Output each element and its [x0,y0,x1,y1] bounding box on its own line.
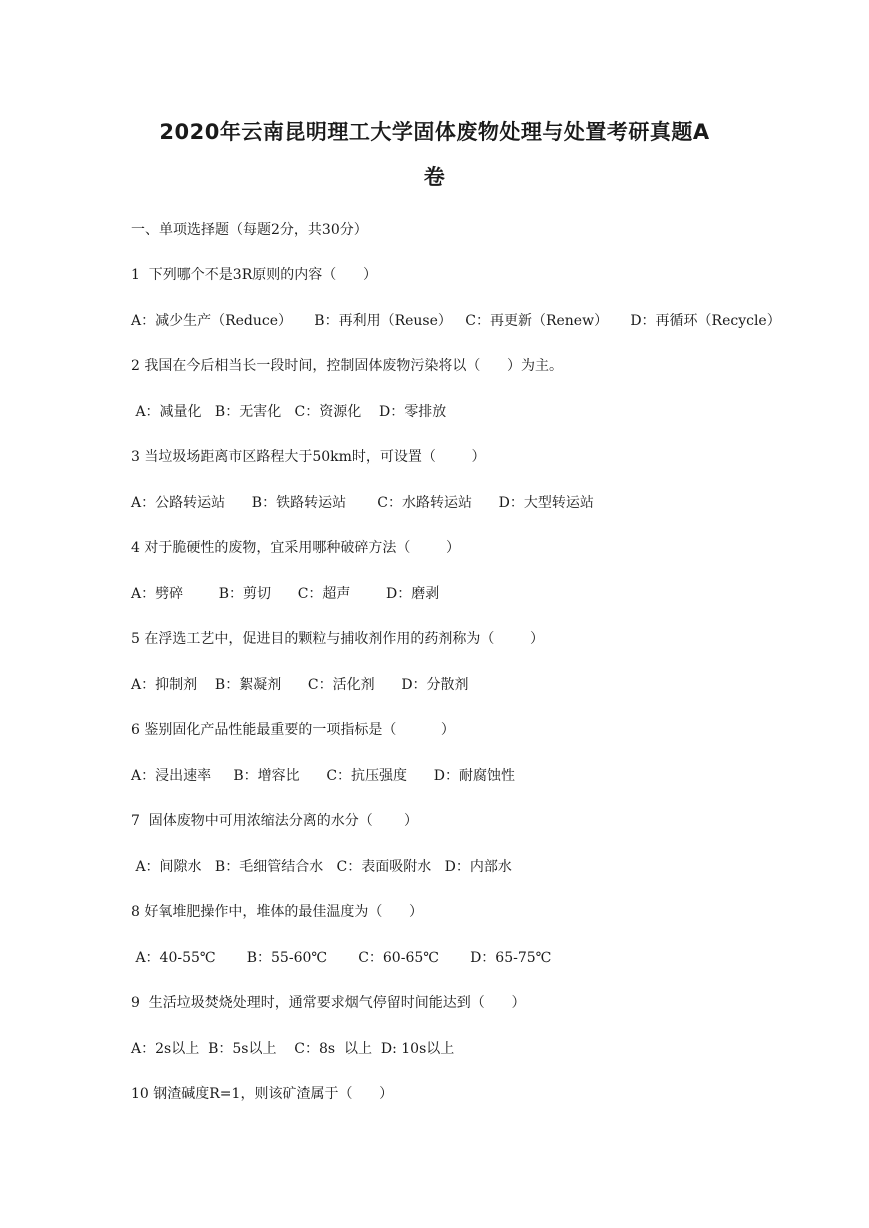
question-stem: 1 下列哪个不是3R原则的内容（ ） [131,267,377,283]
question-stem: 5 在浮选工艺中，促进目的颗粒与捕收剂作用的药剂称为（ ） [131,631,544,647]
question-options: A：间隙水 B：毛细管结合水 C：表面吸附水 D：内部水 [131,859,512,875]
question-options: A：抑制剂 B：絮凝剂 C：活化剂 D：分散剂 [131,677,469,693]
question-stem: 7 固体废物中可用浓缩法分离的水分（ ） [131,813,418,829]
question-options: A：浸出速率 B：增容比 C：抗压强度 D：耐腐蚀性 [131,768,515,784]
question-stem: 9 生活垃圾焚烧处理时，通常要求烟气停留时间能达到（ ） [131,995,526,1011]
question-stem: 8 好氧堆肥操作中，堆体的最佳温度为（ ） [131,904,424,920]
section-heading: 一、单项选择题（每题2分，共30分） [131,222,368,238]
question-options: A：公路转运站 B：铁路转运站 C：水路转运站 D：大型转运站 [131,495,594,511]
question-stem: 10 钢渣碱度R=1，则该矿渣属于（ ） [131,1086,394,1102]
question-stem: 2 我国在今后相当长一段时间，控制固体废物污染将以（ ）为主。 [131,358,564,374]
question-options: A：劈碎 B：剪切 C：超声 D：磨剥 [131,586,440,602]
question-stem: 6 鉴别固化产品性能最重要的一项指标是（ ） [131,722,455,738]
question-options: A：减量化 B：无害化 C：资源化 D：零排放 [131,404,447,420]
question-stem: 4 对于脆硬性的废物，宜采用哪种破碎方法（ ） [131,540,460,556]
question-options: A：2s以上 B：5s以上 C：8s 以上 D: 10s以上 [131,1041,455,1057]
question-options: A：40-55℃ B：55-60℃ C：60-65℃ D：65-75℃ [131,950,552,966]
document-title-line-1: 2020年云南昆明理工大学固体废物处理与处置考研真题A [159,120,710,144]
question-stem: 3 当垃圾场距离市区路程大于50km时，可设置（ ） [131,449,486,465]
document-title-line-2: 卷 [423,165,446,189]
question-options: A：减少生产（Reduce） B：再利用（Reuse） C：再更新（Renew） D：再循环（Recycle） [131,313,781,329]
